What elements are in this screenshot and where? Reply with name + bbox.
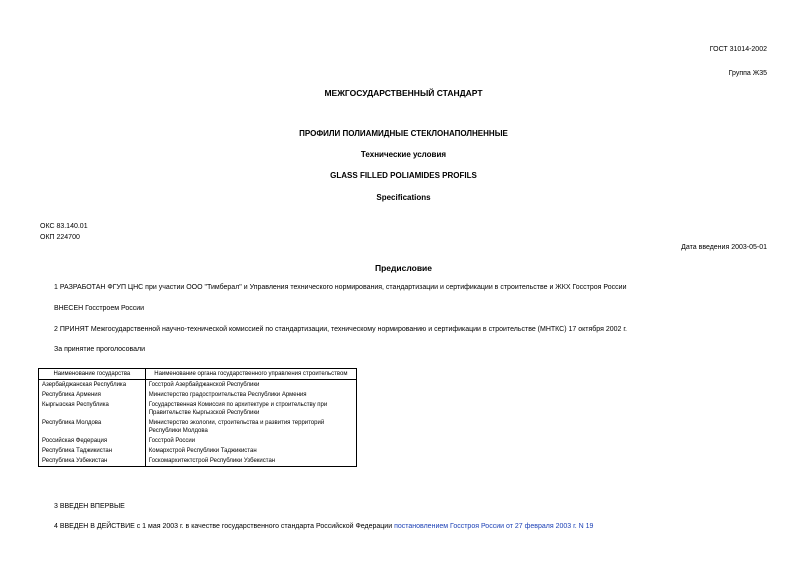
okp-code: ОКП 224700 <box>40 234 80 241</box>
doc-code: ГОСТ 31014-2002 <box>709 46 767 53</box>
vote-table-header-row <box>39 369 357 380</box>
table-row <box>39 400 357 418</box>
vote-body: Государственная Комиссия по архитектуре и строительству при Правительстве Кыргызской Республики <box>145 400 356 418</box>
vote-state: Азербайджанская Республика <box>39 380 146 391</box>
vote-table <box>38 368 357 467</box>
foreword-p4 <box>54 523 593 530</box>
intro-date: Дата введения 2003-05-01 <box>681 244 767 251</box>
vote-body: Комархстрой Республики Таджикистан <box>145 446 356 456</box>
foreword-p1: 1 РАЗРАБОТАН ФГУП ЦНС при участии ООО "Тимберал" и Управления технического нормирования, стандартизации и сертификации в строительстве и ЖКХ Госстроя России <box>54 284 627 291</box>
spec-title-en: Specifications <box>376 193 431 202</box>
foreword-p3: 3 ВВЕДЕН ВПЕРВЫЕ <box>54 503 125 510</box>
table-row <box>39 390 357 400</box>
vote-body: Министерство градостроительства Республики Армения <box>145 390 356 400</box>
vote-state: Республика Таджикистан <box>39 446 146 456</box>
foreword-p2b: За принятие проголосовали <box>54 346 146 353</box>
vote-table-header-body: Наименование органа государственного управления строительством <box>145 369 356 380</box>
vote-body: Министерство экологии, строительства и развития территорий Республики Молдова <box>145 418 356 436</box>
foreword-p2: 2 ПРИНЯТ Межгосударственной научно-технической комиссией по стандартизации, техническому нормированию и сертификации в строительстве (МНТКС) 17 октября 2002 г. <box>54 326 627 333</box>
vote-body: Госстрой России <box>145 436 356 446</box>
foreword-p1b: ВНЕСЕН Госстроем России <box>54 305 145 312</box>
vote-body: Госкомархитектстрой Республики Узбекистан <box>145 456 356 467</box>
resolution-link[interactable]: постановлением Госстроя России от 27 февраля 2003 г. N 19 <box>394 523 594 530</box>
table-row <box>39 380 357 391</box>
vote-state: Республика Армения <box>39 390 146 400</box>
foreword-p4-text: 4 ВВЕДЕН В ДЕЙСТВИЕ с 1 мая 2003 г. в качестве государственного стандарта Российской Федерации <box>54 523 393 530</box>
vote-body: Госстрой Азербайджанской Республики <box>145 380 356 391</box>
standard-name-en: GLASS FILLED POLIAMIDES PROFILS <box>330 171 477 180</box>
vote-state: Российская Федерация <box>39 436 146 446</box>
vote-state: Кыргызская Республика <box>39 400 146 418</box>
vote-state: Республика Узбекистан <box>39 456 146 467</box>
spec-title-ru: Технические условия <box>360 150 447 159</box>
vote-state: Республика Молдова <box>39 418 146 436</box>
oks-code: ОКС 83.140.01 <box>40 223 88 230</box>
table-row <box>39 456 357 467</box>
table-row <box>39 436 357 446</box>
interstate-title: МЕЖГОСУДАРСТВЕННЫЙ СТАНДАРТ <box>324 88 483 98</box>
standard-name-ru: ПРОФИЛИ ПОЛИАМИДНЫЕ СТЕКЛОНАПОЛНЕННЫЕ <box>299 129 508 138</box>
vote-table-header-state: Наименование государства <box>39 369 146 380</box>
table-row <box>39 418 357 436</box>
foreword-title: Предисловие <box>374 263 433 273</box>
table-row <box>39 446 357 456</box>
doc-group: Группа Ж35 <box>728 70 767 77</box>
